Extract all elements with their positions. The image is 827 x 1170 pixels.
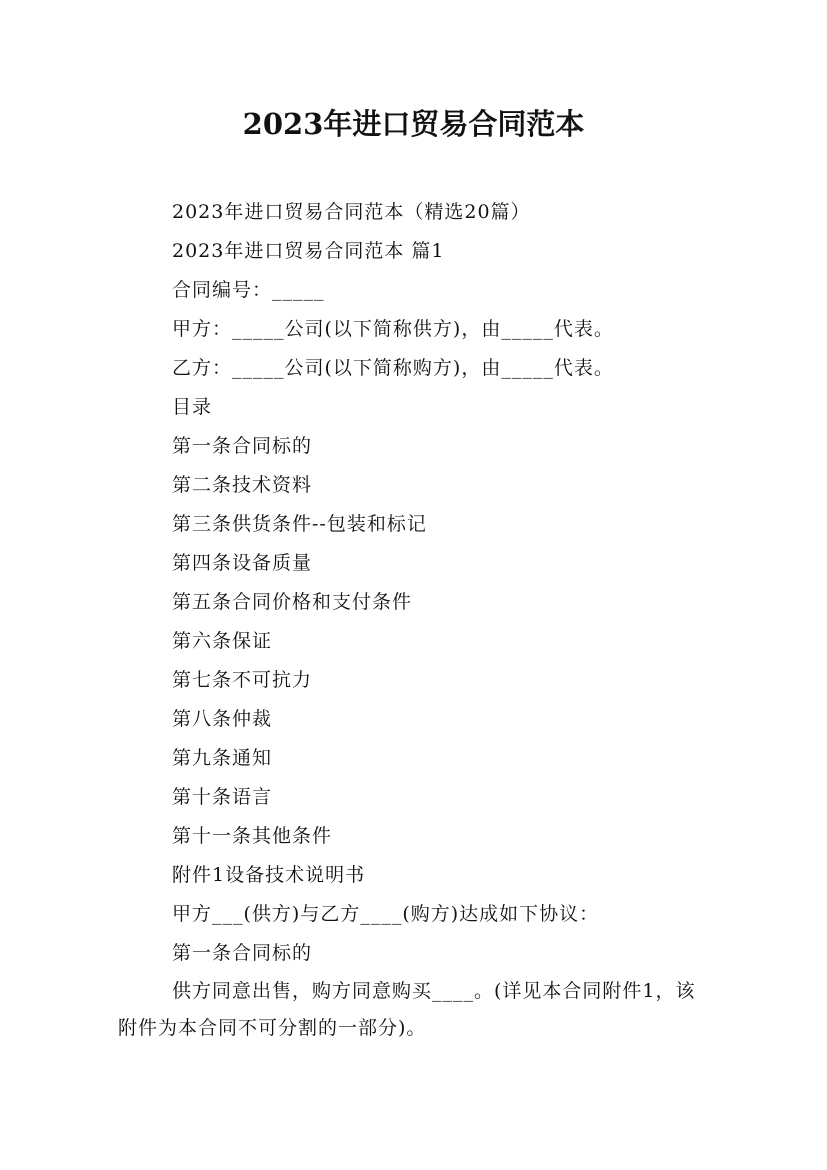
party-b-line: 乙方：_____公司(以下简称购方)，由_____代表。 <box>172 357 614 379</box>
section-heading: 第一条合同标的 <box>172 942 313 964</box>
toc-item: 第七条不可抗力 <box>172 669 313 691</box>
paragraph: 2023年进口贸易合同范本（精选20篇） <box>172 201 531 223</box>
toc-item: 第三条供货条件--包装和标记 <box>172 513 427 535</box>
toc-item: 第四条设备质量 <box>172 552 313 574</box>
toc-item: 第九条通知 <box>172 747 273 769</box>
toc-item: 第一条合同标的 <box>172 435 313 457</box>
toc-heading: 目录 <box>172 396 213 418</box>
toc-item: 第八条仲裁 <box>172 708 273 730</box>
document-body <box>118 193 708 1047</box>
toc-item: 第二条技术资料 <box>172 474 313 496</box>
party-a-line: 甲方：_____公司(以下简称供方)，由_____代表。 <box>172 318 614 340</box>
paragraph: 2023年进口贸易合同范本 篇1 <box>172 240 445 262</box>
toc-item: 第十条语言 <box>172 786 273 808</box>
toc-item: 第十一条其他条件 <box>172 825 333 847</box>
document-title: 2023年进口贸易合同范本 <box>242 107 585 141</box>
agreement-line: 甲方___(供方)与乙方____(购方)达成如下协议： <box>172 903 600 925</box>
toc-item: 第五条合同价格和支付条件 <box>172 591 413 613</box>
toc-item: 附件1设备技术说明书 <box>172 864 366 886</box>
contract-number-line: 合同编号：_____ <box>172 279 325 301</box>
toc-item: 第六条保证 <box>172 630 273 652</box>
paragraph: 供方同意出售，购方同意购买____。(详见本合同附件1，该附件为本合同不可分割的一部分)。 <box>118 980 696 1039</box>
